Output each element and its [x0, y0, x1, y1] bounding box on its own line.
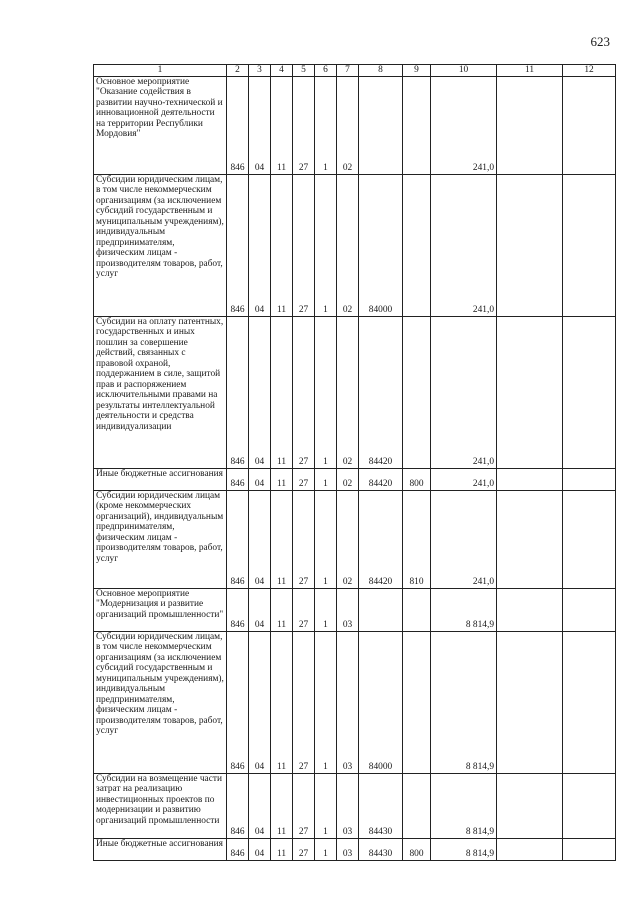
cell-subprogram: 1 [315, 76, 337, 174]
cell-col-11 [497, 490, 563, 588]
cell-col-12 [563, 174, 616, 316]
cell-subprogram: 1 [315, 490, 337, 588]
table-row [94, 490, 616, 588]
cell-direction: 84420 [359, 316, 403, 468]
col-header-10: 10 [431, 65, 497, 77]
table-row [94, 588, 616, 631]
cell-section: 04 [249, 490, 271, 588]
cell-section: 04 [249, 468, 271, 490]
cell-program: 27 [293, 468, 315, 490]
cell-event: 02 [337, 468, 359, 490]
row-description: Основное мероприятие "Модернизация и развитие организаций промышленности" [94, 588, 227, 631]
cell-ministry: 846 [227, 631, 249, 773]
cell-subsection: 11 [271, 588, 293, 631]
cell-amount: 8 814,9 [431, 631, 497, 773]
cell-col-12 [563, 631, 616, 773]
cell-col-11 [497, 588, 563, 631]
table-row [94, 773, 616, 838]
cell-col-11 [497, 468, 563, 490]
cell-event: 03 [337, 838, 359, 860]
cell-expense-type [403, 316, 431, 468]
row-description: Субсидии на возмещение части затрат на реализацию инвестиционных проектов по модернизации и развитию организаций промышленности [94, 773, 227, 838]
cell-col-12 [563, 316, 616, 468]
cell-col-12 [563, 838, 616, 860]
table-row [94, 174, 616, 316]
cell-section: 04 [249, 838, 271, 860]
cell-event: 02 [337, 490, 359, 588]
cell-program: 27 [293, 631, 315, 773]
cell-event: 03 [337, 631, 359, 773]
cell-ministry: 846 [227, 588, 249, 631]
cell-expense-type: 800 [403, 468, 431, 490]
col-header-12: 12 [563, 65, 616, 77]
row-description: Субсидии юридическим лицам, в том числе некоммерческим организациям (за исключением субсидий государственным и муниципальным учреждениям), индивидуальным предпринимателям, физическим лицам - производителям товаров, работ, услуг [94, 631, 227, 773]
cell-subsection: 11 [271, 316, 293, 468]
cell-ministry: 846 [227, 316, 249, 468]
cell-col-11 [497, 174, 563, 316]
budget-table [93, 64, 616, 861]
cell-direction: 84000 [359, 631, 403, 773]
cell-col-12 [563, 588, 616, 631]
cell-amount: 241,0 [431, 468, 497, 490]
cell-ministry: 846 [227, 773, 249, 838]
cell-subsection: 11 [271, 468, 293, 490]
row-description: Основное мероприятие "Оказание содействия в развитии научно-технической и инновационной деятельности на территории Республики Мордовия" [94, 76, 227, 174]
cell-expense-type [403, 631, 431, 773]
cell-subsection: 11 [271, 838, 293, 860]
cell-expense-type [403, 773, 431, 838]
cell-amount: 241,0 [431, 316, 497, 468]
cell-subsection: 11 [271, 490, 293, 588]
cell-subprogram: 1 [315, 773, 337, 838]
cell-section: 04 [249, 631, 271, 773]
row-description: Субсидии юридическим лицам (кроме некоммерческих организаций), индивидуальным предпринимателям, физическим лицам - производителям товаров, работ, услуг [94, 490, 227, 588]
cell-section: 04 [249, 174, 271, 316]
table-row [94, 838, 616, 860]
col-header-6: 6 [315, 65, 337, 77]
cell-col-11 [497, 631, 563, 773]
cell-event: 03 [337, 588, 359, 631]
col-header-2: 2 [227, 65, 249, 77]
cell-ministry: 846 [227, 174, 249, 316]
cell-col-11 [497, 838, 563, 860]
cell-subsection: 11 [271, 76, 293, 174]
cell-direction: 84000 [359, 174, 403, 316]
cell-col-11 [497, 76, 563, 174]
cell-event: 02 [337, 76, 359, 174]
cell-program: 27 [293, 316, 315, 468]
cell-section: 04 [249, 588, 271, 631]
cell-amount: 8 814,9 [431, 838, 497, 860]
cell-section: 04 [249, 316, 271, 468]
cell-subprogram: 1 [315, 468, 337, 490]
cell-expense-type [403, 588, 431, 631]
cell-ministry: 846 [227, 490, 249, 588]
row-description: Иные бюджетные ассигнования [94, 838, 227, 860]
table-row [94, 316, 616, 468]
col-header-5: 5 [293, 65, 315, 77]
cell-col-12 [563, 773, 616, 838]
cell-amount: 8 814,9 [431, 773, 497, 838]
cell-event: 02 [337, 174, 359, 316]
cell-expense-type [403, 76, 431, 174]
table-row [94, 631, 616, 773]
col-header-8: 8 [359, 65, 403, 77]
cell-program: 27 [293, 773, 315, 838]
cell-subprogram: 1 [315, 631, 337, 773]
cell-expense-type: 800 [403, 838, 431, 860]
col-header-7: 7 [337, 65, 359, 77]
row-description: Субсидии юридическим лицам, в том числе некоммерческим организациям (за исключением субсидий государственным и муниципальным учреждениям), индивидуальным предпринимателям, физическим лицам - производителям товаров, работ, услуг [94, 174, 227, 316]
cell-ministry: 846 [227, 468, 249, 490]
col-header-1: 1 [94, 65, 227, 77]
cell-subsection: 11 [271, 174, 293, 316]
cell-direction: 84430 [359, 838, 403, 860]
cell-ministry: 846 [227, 838, 249, 860]
cell-expense-type: 810 [403, 490, 431, 588]
cell-col-12 [563, 76, 616, 174]
cell-direction: 84420 [359, 490, 403, 588]
cell-col-11 [497, 316, 563, 468]
cell-program: 27 [293, 490, 315, 588]
col-header-3: 3 [249, 65, 271, 77]
cell-direction [359, 76, 403, 174]
cell-amount: 241,0 [431, 76, 497, 174]
header-row [94, 65, 616, 77]
cell-col-11 [497, 773, 563, 838]
cell-program: 27 [293, 76, 315, 174]
table-row [94, 76, 616, 174]
cell-subsection: 11 [271, 773, 293, 838]
cell-subprogram: 1 [315, 316, 337, 468]
page-number: 623 [590, 34, 610, 49]
table-row [94, 468, 616, 490]
cell-program: 27 [293, 838, 315, 860]
cell-subprogram: 1 [315, 588, 337, 631]
cell-direction: 84430 [359, 773, 403, 838]
cell-section: 04 [249, 76, 271, 174]
col-header-4: 4 [271, 65, 293, 77]
cell-program: 27 [293, 588, 315, 631]
row-description: Иные бюджетные ассигнования [94, 468, 227, 490]
cell-subprogram: 1 [315, 174, 337, 316]
row-description: Субсидии на оплату патентных, государственных и иных пошлин за совершение действий, связанных с правовой охраной, поддержанием в силе, защитой прав и распоряжением исключительными правами на результаты интеллектуальной деятельности и средства индивидуализации [94, 316, 227, 468]
cell-amount: 8 814,9 [431, 588, 497, 631]
cell-amount: 241,0 [431, 174, 497, 316]
cell-direction: 84420 [359, 468, 403, 490]
cell-event: 02 [337, 316, 359, 468]
cell-expense-type [403, 174, 431, 316]
col-header-11: 11 [497, 65, 563, 77]
cell-event: 03 [337, 773, 359, 838]
cell-direction [359, 588, 403, 631]
cell-amount: 241,0 [431, 490, 497, 588]
cell-col-12 [563, 490, 616, 588]
col-header-9: 9 [403, 65, 431, 77]
cell-section: 04 [249, 773, 271, 838]
cell-subsection: 11 [271, 631, 293, 773]
cell-ministry: 846 [227, 76, 249, 174]
cell-program: 27 [293, 174, 315, 316]
cell-col-12 [563, 468, 616, 490]
cell-subprogram: 1 [315, 838, 337, 860]
